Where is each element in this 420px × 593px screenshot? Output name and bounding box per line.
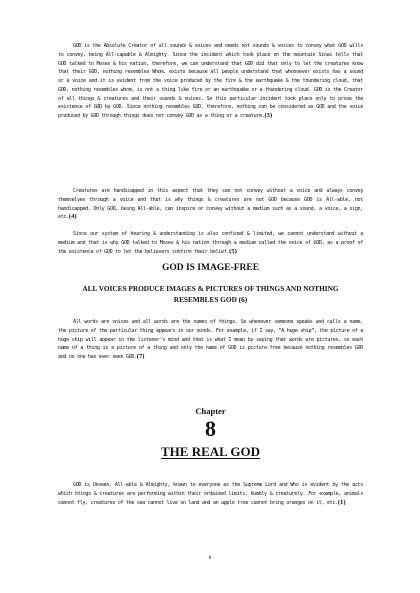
reference-1: (1): [337, 498, 346, 506]
paragraph-2: [58, 187, 363, 222]
page-number: 8: [208, 556, 212, 561]
paragraph-2-text: Creatures are handicapped in this aspect that they can not convey without a voice and always convey themselves through a voice and that is why things & creatures are not GOD because GOD is All-able, not handicapped. Only GOD, being All-able, can inspire or convey without a medium such as a sound, a voice, a sign, etc.: [58, 188, 363, 221]
paragraph-5: [58, 481, 363, 507]
reference-5: (5): [229, 247, 237, 255]
reference-3: (3): [264, 112, 273, 119]
chapter-label: Chapter: [195, 406, 226, 416]
paragraph-1: [58, 42, 363, 121]
chapter-number: 8: [205, 416, 216, 441]
section-subtitle-line-1: ALL VOICES PRODUCE IMAGES & PICTURES OF THINGS AND NOTHING: [82, 284, 339, 293]
paragraph-3: [58, 230, 363, 256]
paragraph-4: [58, 318, 363, 362]
paragraph-3-text: Since our system of hearing & understanding is also confined & limited, we cannot understand without a medium and that is why GOD talked to Moses & his nation through a medium called the voice of GOD, as a proof of the existence of GOD to let the believers confirm their belief.: [58, 231, 363, 255]
chapter-title: THE REAL GOD: [161, 444, 260, 459]
section-subtitle: [58, 284, 363, 305]
paragraph-5-text: GOD is Unseen, All-able & Almighty, known to everyone as the Supreme Lord and Who is evident by the acts which things & creatures are performing within their ordained limits, humbly & creaturely. For example, animals cannot fly, creatures of the sea cannot live on land and an apple tree cannot bring oranges on it, etc.: [58, 482, 363, 506]
section-title: GOD IS IMAGE-FREE: [161, 263, 260, 273]
reference-4: (4): [68, 213, 77, 221]
paragraph-1-text: GOD is the Absolute Creator of all sounds & voices and needs not sounds & voices to convey what GOD wills to convey, being All-capable & Almighty. Since the incident which took place on the mountain Sinai tells that GOD talked to Moses & his nation, therefore, we can understand that GOD did that only to let the creatures know that their GOD, nothing resembles Whom, exists because all people understand that whosoever exists has a sound or a voice and it is evident from the voice produced by the fire & the earthquake & the thundering cloud, that GOD, nothing resembles whom, is not a thing like fire or an earthquake or a thundering cloud. GOD is the Creator of all things & creatures and their sounds & voices. So this particular incident took place only to prove the existence of GOD by GOD. Since nothing resembles GOD, therefore, nothing can be considered as GOD and the voice produced by GOD through things does not convey GOD as a thing or a creature.: [58, 43, 363, 119]
paragraph-4-text-b: mind and that is what I mean by saying that words are pictures, so each name of a thing is a picture of a thing and only the name of GOD is picture-free because nothing resembles GOD and no one has ever seen GOD.: [58, 336, 364, 360]
paragraph-4-text-a: All words are voices and all words are the names of things. So whenever someone speaks and calls a name, the picture of the particular thing appears in our minds. For example, if I say, “A huge ship”, the picture of a huge ship will appear in the listener’s: [58, 319, 363, 343]
section-subtitle-line-2: RESEMBLES GOD (6): [173, 294, 248, 304]
reference-7: (7): [136, 353, 145, 360]
